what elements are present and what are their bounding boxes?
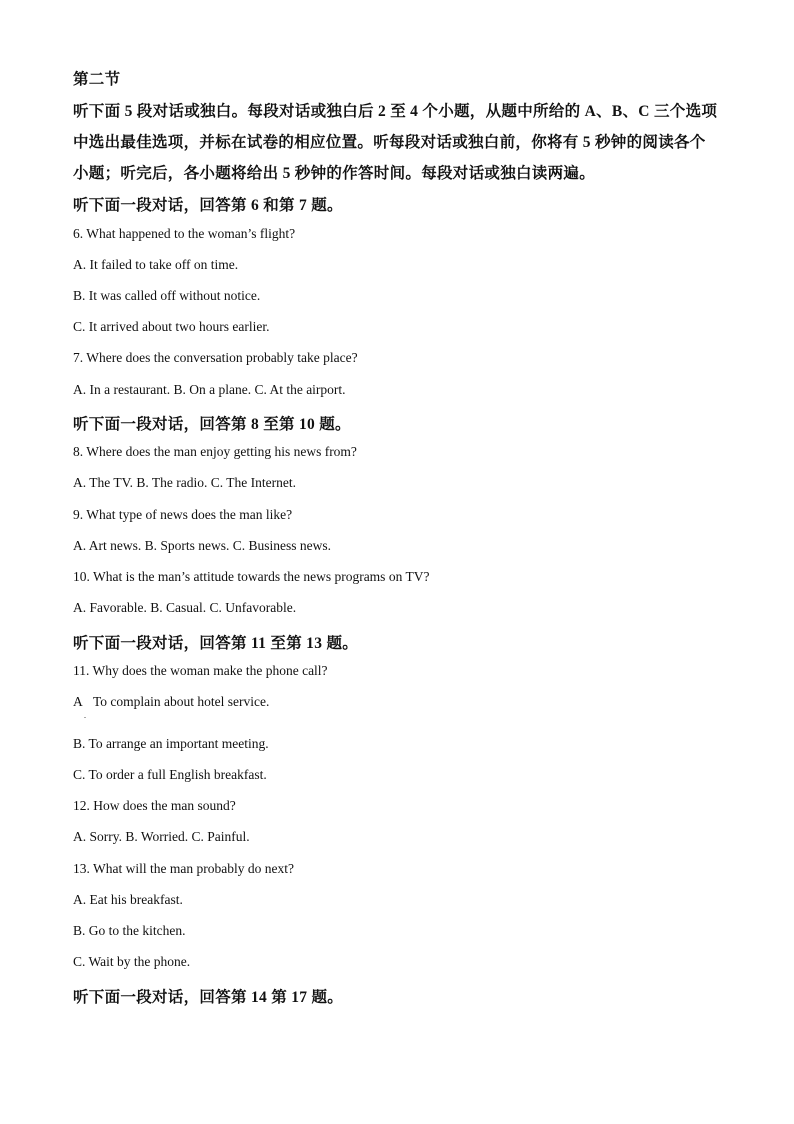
group-header-6-7: 听下面一段对话，回答第 6 和第 7 题。: [73, 197, 343, 214]
group-header-11-13: 听下面一段对话，回答第 11 至第 13 题。: [73, 635, 359, 652]
options-10: A. Favorable. B. Casual. C. Unfavorable.: [73, 600, 297, 615]
options-7: A. In a restaurant. B. On a plane. C. At the airport.: [73, 382, 346, 397]
question-9: 9. What type of news does the man like?: [73, 507, 293, 522]
option-11b: B. To arrange an important meeting.: [73, 736, 269, 751]
question-6: 6. What happened to the woman’s flight?: [73, 226, 296, 241]
options-8: A. The TV. B. The radio. C. The Internet.: [73, 475, 296, 490]
section-heading: 第二节: [73, 71, 121, 88]
group-header-8-10: 听下面一段对话，回答第 8 至第 10 题。: [73, 416, 351, 433]
option-13a: A. Eat his breakfast.: [73, 892, 183, 907]
instruction-line-3: 小题；听完后，各小题将给出 5 秒钟的作答时间。每段对话或独白读两遍。: [73, 165, 596, 182]
option-13c: C. Wait by the phone.: [73, 954, 191, 969]
option-11c: C. To order a full English breakfast.: [73, 767, 267, 782]
question-12: 12. How does the man sound?: [73, 798, 236, 813]
question-8: 8. Where does the man enjoy getting his news from?: [73, 444, 357, 459]
question-7: 7. Where does the conversation probably take place?: [73, 350, 358, 365]
instruction-line-1: 听下面 5 段对话或独白。每段对话或独白后 2 至 4 个小题，从题中所给的 A、B、C 三个选项: [73, 103, 718, 120]
instruction-line-2: 中选出最佳选项，并标在试卷的相应位置。听每段对话或独白前，你将有 5 秒钟的阅读各个: [73, 134, 706, 151]
option-6c: C. It arrived about two hours earlier.: [73, 319, 270, 334]
option-6a: A. It failed to take off on time.: [73, 257, 239, 272]
options-9: A. Art news. B. Sports news. C. Business news.: [73, 538, 332, 553]
options-12: A. Sorry. B. Worried. C. Painful.: [73, 829, 250, 844]
option-11a: [73, 694, 269, 710]
option-11a-letter: A: [73, 694, 83, 709]
question-13: 13. What will the man probably do next?: [73, 861, 294, 876]
option-11a-text: To complain about hotel service.: [93, 694, 270, 709]
option-11a-dot: .: [84, 711, 86, 720]
question-11: 11. Why does the woman make the phone call?: [73, 663, 328, 678]
option-6b: B. It was called off without notice.: [73, 288, 261, 303]
group-header-14-17: 听下面一段对话，回答第 14 第 17 题。: [73, 989, 344, 1006]
question-10: 10. What is the man’s attitude towards the news programs on TV?: [73, 569, 430, 584]
option-13b: B. Go to the kitchen.: [73, 923, 186, 938]
